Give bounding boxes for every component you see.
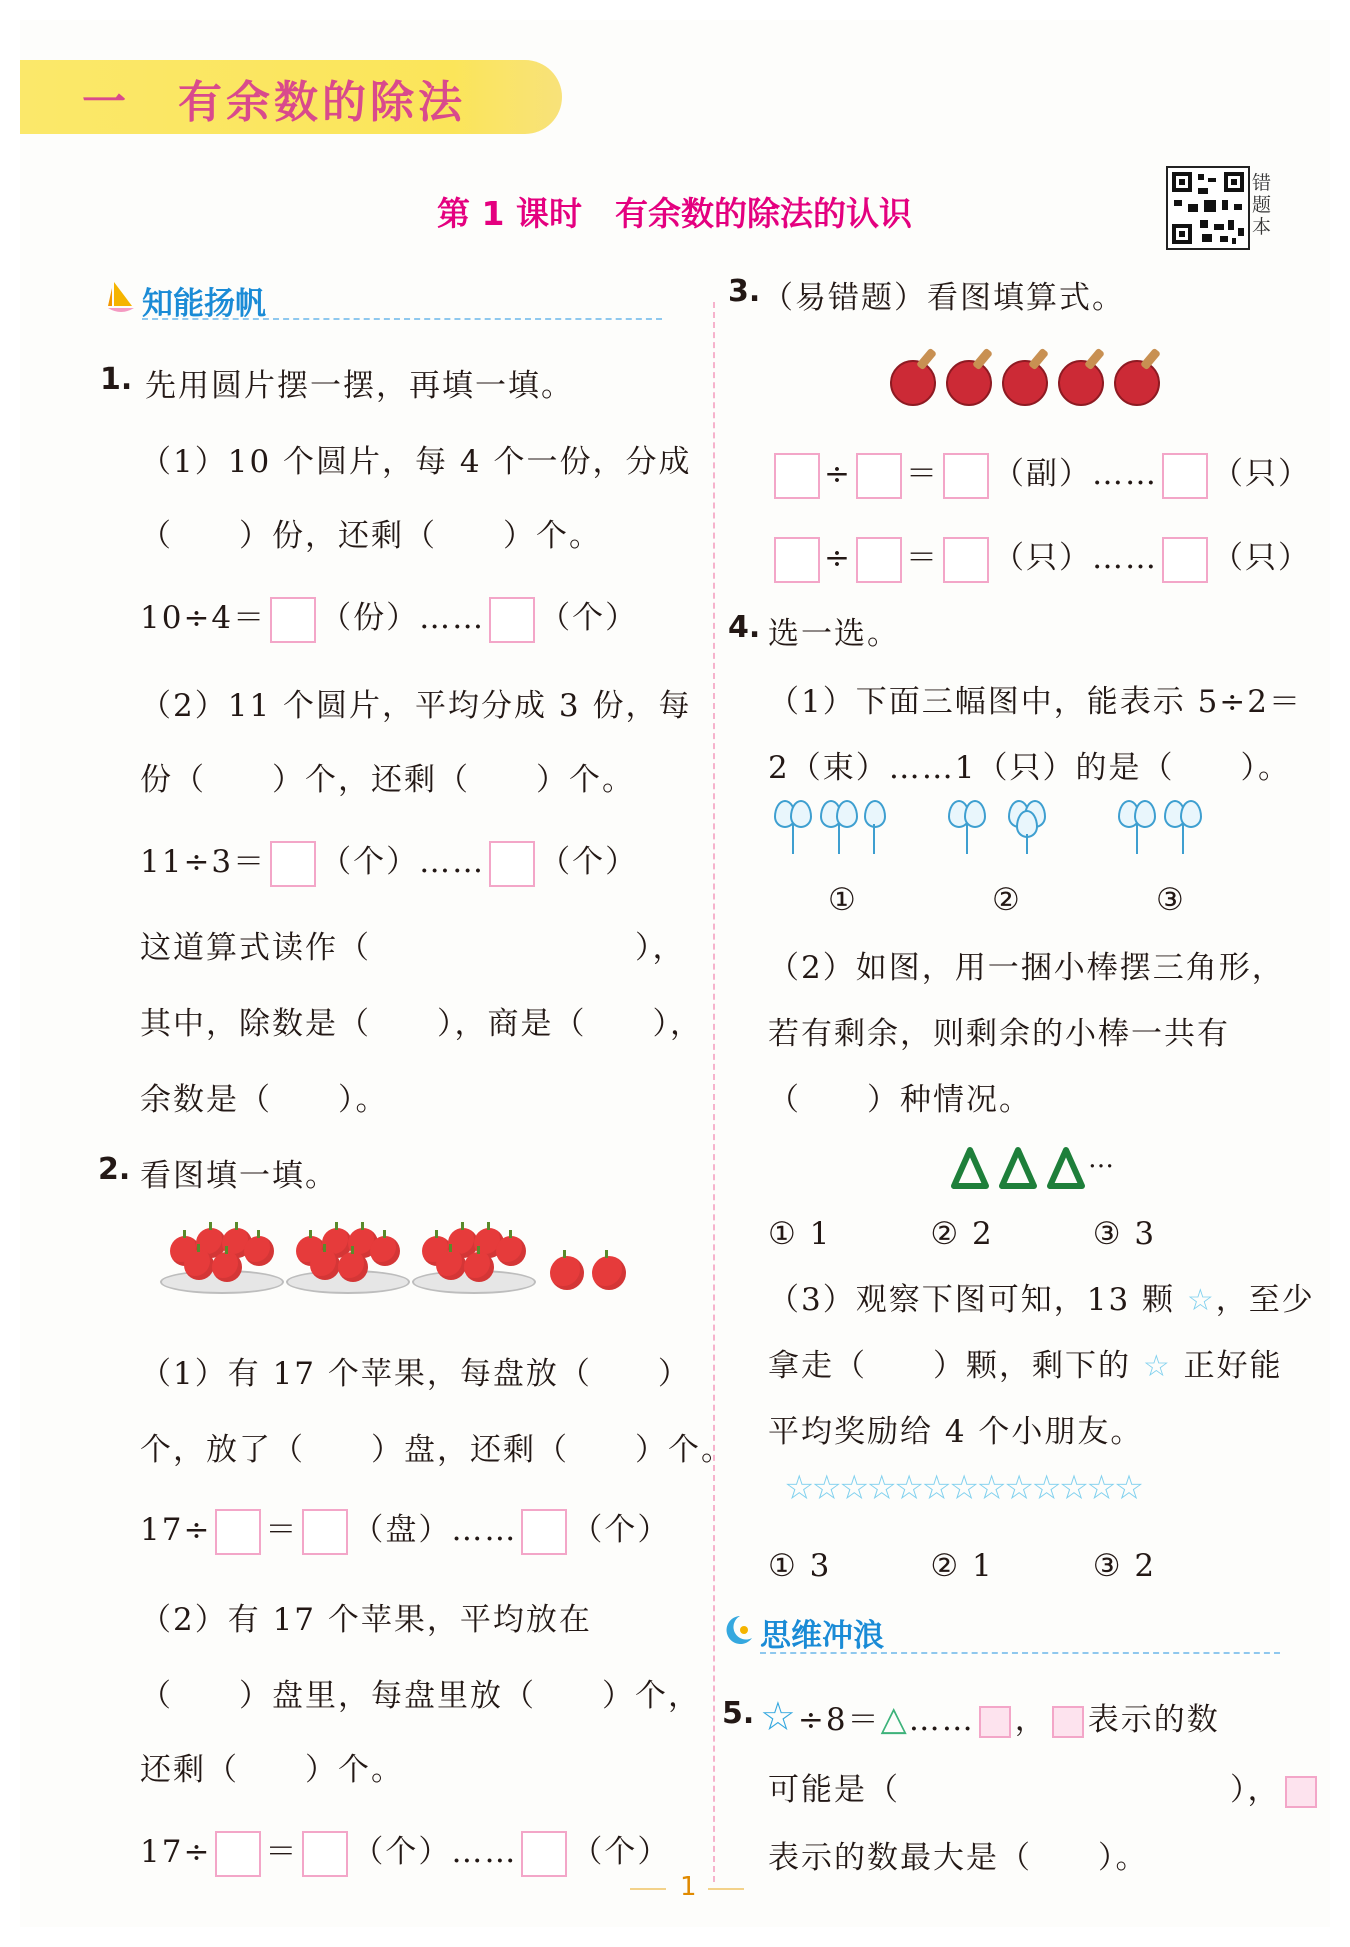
answer-box[interactable]: [302, 1509, 348, 1555]
q2-part1-line1: （1）有 17 个苹果，每盘放（ ）: [140, 1356, 691, 1392]
q5-line1-dots: ……: [908, 1702, 975, 1738]
q1-eq1-unit2: （个）: [539, 600, 639, 636]
q1-part1-line2: （ ）份，还剩（ ）个。: [140, 518, 602, 554]
page-number: 1: [680, 1872, 697, 1902]
apple: [496, 1236, 526, 1266]
q4-option-1-label[interactable]: ①: [828, 882, 858, 918]
q5-line2-text: 可能是（ ），: [768, 1772, 1281, 1808]
balloon-string: [792, 824, 794, 854]
q5-number: 5.: [722, 1696, 755, 1731]
unit-title: 一 有余数的除法: [82, 77, 466, 128]
apple: [310, 1250, 340, 1280]
remainder-square-icon: [1052, 1706, 1084, 1738]
q4-title: 选一选。: [768, 616, 900, 652]
q1-read-line3: 余数是（ ）。: [140, 1082, 389, 1118]
paddle-illustration: [890, 350, 1190, 410]
apple: [550, 1256, 584, 1290]
paddle: [1058, 360, 1104, 406]
answer-box[interactable]: [856, 537, 902, 583]
q5-line3: 表示的数最大是（ ）。: [768, 1840, 1149, 1876]
q3-eq2-div: ÷: [824, 540, 852, 576]
qr-code[interactable]: [1166, 166, 1250, 250]
q2-part2-line1: （2）有 17 个苹果，平均放在: [140, 1602, 592, 1638]
q1-part2-line1: （2）11 个圆片，平均分成 3 份，每: [140, 688, 692, 724]
q4-part1-line1: （1）下面三幅图中，能表示 5÷2＝: [768, 684, 1302, 720]
paddle: [890, 360, 936, 406]
answer-box[interactable]: [521, 1509, 567, 1555]
q2-eq1-unit1: （盘）……: [352, 1512, 518, 1548]
q1-eq2-unit1: （个）……: [320, 844, 486, 880]
paddle: [1114, 360, 1160, 406]
remainder-square-icon: [1285, 1776, 1317, 1808]
star-icon: ☆: [1142, 1349, 1172, 1384]
q3-eq1-equals: ＝: [905, 456, 939, 492]
q1-part2-equation: [140, 836, 638, 887]
q3-number: 3.: [728, 274, 761, 309]
balloon-string: [873, 824, 875, 854]
answer-box[interactable]: [302, 1831, 348, 1877]
q2-part2-line2: （ ）盘里，每盘里放（ ）个，: [140, 1678, 701, 1714]
q1-part1-equation: [140, 592, 638, 643]
apple: [184, 1250, 214, 1280]
star-icon: ☆: [1186, 1283, 1216, 1318]
apple: [592, 1256, 626, 1290]
answer-box[interactable]: [943, 453, 989, 499]
q4-part3-line1-tail: ，至少: [1215, 1282, 1315, 1318]
q4-part3-line1-text: （3）观察下图可知，13 颗: [768, 1282, 1176, 1318]
balloon-string: [838, 824, 840, 854]
balloon-illustration: [768, 796, 1228, 866]
q1-read-line1: 这道算式读作（ ），: [140, 930, 686, 966]
q1-title: 先用圆片摆一摆，再填一填。: [145, 368, 574, 404]
answer-box[interactable]: [489, 597, 535, 643]
q3-eq1-unit1: （副）……: [992, 456, 1158, 492]
qr-code-icon: [1168, 168, 1248, 248]
q5-line2: [768, 1764, 1321, 1809]
q3-equation-2: [770, 532, 1311, 583]
page-number-rule-left: [630, 1888, 666, 1890]
section-underline-1: [142, 318, 662, 320]
paddle: [1002, 360, 1048, 406]
lesson-title: 第 1 课时 有余数的除法的认识: [437, 194, 912, 233]
answer-box[interactable]: [1162, 453, 1208, 499]
answer-box[interactable]: [1162, 537, 1208, 583]
section-title-1: 知能扬帆: [142, 286, 266, 322]
q3-eq2-unit1: （只）……: [992, 540, 1158, 576]
apple: [464, 1252, 494, 1282]
answer-box[interactable]: [521, 1831, 567, 1877]
remainder-square-icon: [979, 1706, 1011, 1738]
balloon-string: [1026, 834, 1028, 854]
q2-eq2-equals: ＝: [265, 1834, 299, 1870]
apple: [436, 1250, 466, 1280]
workbook-page: [20, 20, 1330, 1927]
q3-equation-1: [770, 448, 1311, 499]
star-icon: ☆: [760, 1694, 798, 1740]
q1-eq2-unit2: （个）: [539, 844, 639, 880]
q4-part2-line1: （2）如图，用一捆小棒摆三角形，: [768, 950, 1285, 986]
q2-eq1-unit2: （个）: [571, 1512, 671, 1548]
answer-box[interactable]: [489, 841, 535, 887]
q3-eq2-equals: ＝: [905, 540, 939, 576]
balloon-string: [1136, 824, 1138, 854]
triangle-ellipsis: …: [1088, 1144, 1114, 1174]
q5-line1-eq: ÷8＝: [797, 1702, 881, 1738]
wave-icon: [724, 1614, 754, 1646]
q4-option-3-label[interactable]: ③: [1156, 882, 1186, 918]
q4-option-2-label[interactable]: ②: [992, 882, 1022, 918]
qr-label: [1252, 172, 1282, 238]
column-divider: [713, 302, 715, 1882]
q4-part2-choices[interactable]: ① 1 ② 2 ③ 3: [768, 1216, 1157, 1252]
q4-part3-line2-tail: 正好能: [1183, 1348, 1283, 1384]
q4-part3-choices[interactable]: ① 3 ② 1 ③ 2: [768, 1548, 1157, 1584]
page-number-rule-right: [708, 1888, 744, 1890]
balloon-string: [1182, 824, 1184, 854]
q4-part3-line2-text: 拿走（ ）颗，剩下的: [768, 1348, 1131, 1384]
qr-label-text: 错题本: [1252, 172, 1272, 238]
q2-eq2-text: 17÷: [140, 1834, 212, 1870]
q3-eq2-unit2: （只）: [1211, 540, 1311, 576]
answer-box[interactable]: [856, 453, 902, 499]
q4-number: 4.: [728, 610, 761, 645]
q1-number: 1.: [100, 362, 133, 397]
section-title-2: 思维冲浪: [760, 1618, 884, 1654]
q4-part2-line2: 若有剩余，则剩余的小棒一共有: [768, 1016, 1230, 1052]
balloon-string: [966, 824, 968, 854]
q1-eq1-text: 10÷4＝: [140, 600, 267, 636]
answer-box[interactable]: [270, 841, 316, 887]
balloon: [864, 800, 886, 828]
q2-eq1-text: 17÷: [140, 1512, 212, 1548]
answer-box[interactable]: [270, 597, 316, 643]
q2-number: 2.: [98, 1152, 131, 1187]
q2-part1-line2: 个，放了（ ）盘，还剩（ ）个。: [140, 1432, 734, 1468]
answer-box[interactable]: [774, 453, 820, 499]
apple: [244, 1236, 274, 1266]
apple-illustration: [160, 1216, 670, 1306]
q2-part2-equation: [140, 1826, 670, 1877]
q2-eq2-unit2: （个）: [571, 1834, 671, 1870]
answer-box[interactable]: [215, 1831, 261, 1877]
answer-box[interactable]: [943, 537, 989, 583]
apple: [370, 1236, 400, 1266]
paddle: [946, 360, 992, 406]
q5-line1: [760, 1694, 1220, 1740]
q4-part3-line3: 平均奖励给 4 个小朋友。: [768, 1414, 1144, 1450]
q5-line1-comma: ，: [1014, 1702, 1048, 1738]
q1-part2-line2: 份（ ）个，还剩（ ）个。: [140, 762, 635, 798]
q1-eq2-text: 11÷3＝: [140, 844, 267, 880]
q4-part1-line2: 2（束）……1（只）的是（ ）。: [768, 750, 1291, 786]
q2-title: 看图填一填。: [140, 1158, 338, 1194]
q2-eq2-unit1: （个）……: [352, 1834, 518, 1870]
section-underline-2: [760, 1652, 1280, 1654]
apple: [212, 1252, 242, 1282]
q3-eq1-div: ÷: [824, 456, 852, 492]
q1-read-line2: 其中，除数是（ ），商是（ ），: [140, 1006, 703, 1042]
apple: [338, 1252, 368, 1282]
q4-part3-line1: [768, 1274, 1315, 1319]
q1-eq1-unit1: （份）……: [320, 600, 486, 636]
q5-line1-tail: 表示的数: [1087, 1702, 1220, 1738]
q2-eq1-equals: ＝: [265, 1512, 299, 1548]
q3-title: （易错题）看图填算式。: [762, 280, 1125, 316]
q4-part2-line3: （ ）种情况。: [768, 1082, 1032, 1118]
answer-box[interactable]: [215, 1509, 261, 1555]
answer-box[interactable]: [774, 537, 820, 583]
triangle-sticks-illustration: [950, 1144, 1110, 1194]
sail-icon: [108, 282, 134, 314]
q2-part1-equation: [140, 1504, 670, 1555]
star-row-illustration: ☆☆☆☆☆☆☆☆☆☆☆☆☆: [784, 1468, 1142, 1508]
q1-part1-line1: （1）10 个圆片，每 4 个一份，分成: [140, 444, 692, 480]
q2-part2-line3: 还剩（ ）个。: [140, 1752, 404, 1788]
triangle-icon: △: [880, 1699, 909, 1739]
q3-eq1-unit2: （只）: [1211, 456, 1311, 492]
q4-part3-line2: [768, 1340, 1283, 1385]
